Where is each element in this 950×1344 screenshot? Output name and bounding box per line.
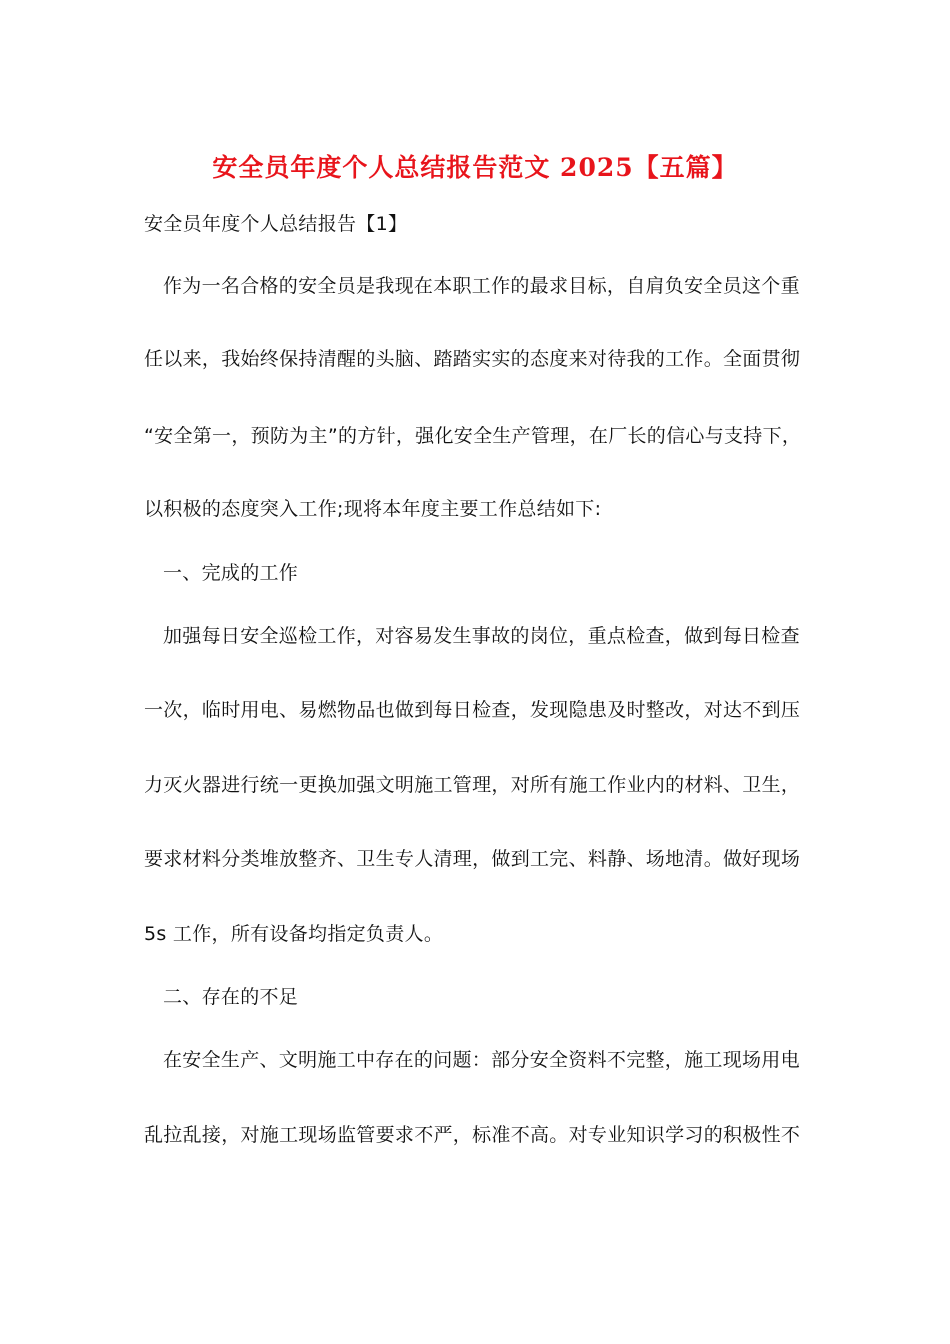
paragraph-line: 乱拉乱接，对施工现场监管要求不严，标准不高。对专业知识学习的积极性不	[144, 1124, 801, 1146]
subheading-shortcomings: 二、存在的不足	[163, 986, 299, 1008]
paragraph-line: 力灭火器进行统一更换加强文明施工管理，对所有施工作业内的材料、卫生，	[144, 774, 801, 796]
paragraph-line: 要求材料分类堆放整齐、卫生专人清理，做到工完、料静、场地清。做好现场	[144, 848, 801, 870]
paragraph-line: 任以来，我始终保持清醒的头脑、踏踏实实的态度来对待我的工作。全面贯彻	[144, 348, 801, 370]
document-title: 安全员年度个人总结报告范文 2025【五篇】	[212, 153, 738, 182]
paragraph-line: 在安全生产、文明施工中存在的问题：部分安全资料不完整，施工现场用电	[163, 1049, 800, 1071]
paragraph-line: 5s 工作，所有设备均指定负责人。	[144, 923, 444, 945]
paragraph-line: 作为一名合格的安全员是我现在本职工作的最求目标，自肩负安全员这个重	[163, 275, 800, 297]
paragraph-line: 加强每日安全巡检工作，对容易发生事故的岗位，重点检查，做到每日检查	[163, 625, 800, 647]
paragraph-line: 一次，临时用电、易燃物品也做到每日检查，发现隐患及时整改，对达不到压	[144, 699, 801, 721]
paragraph-line: “安全第一，预防为主”的方针，强化安全生产管理，在厂长的信心与支持下，	[144, 425, 802, 447]
section-heading-report-1: 安全员年度个人总结报告【1】	[144, 213, 408, 235]
paragraph-line: 以积极的态度突入工作;现将本年度主要工作总结如下:	[144, 498, 602, 520]
subheading-completed-work: 一、完成的工作	[163, 562, 299, 584]
